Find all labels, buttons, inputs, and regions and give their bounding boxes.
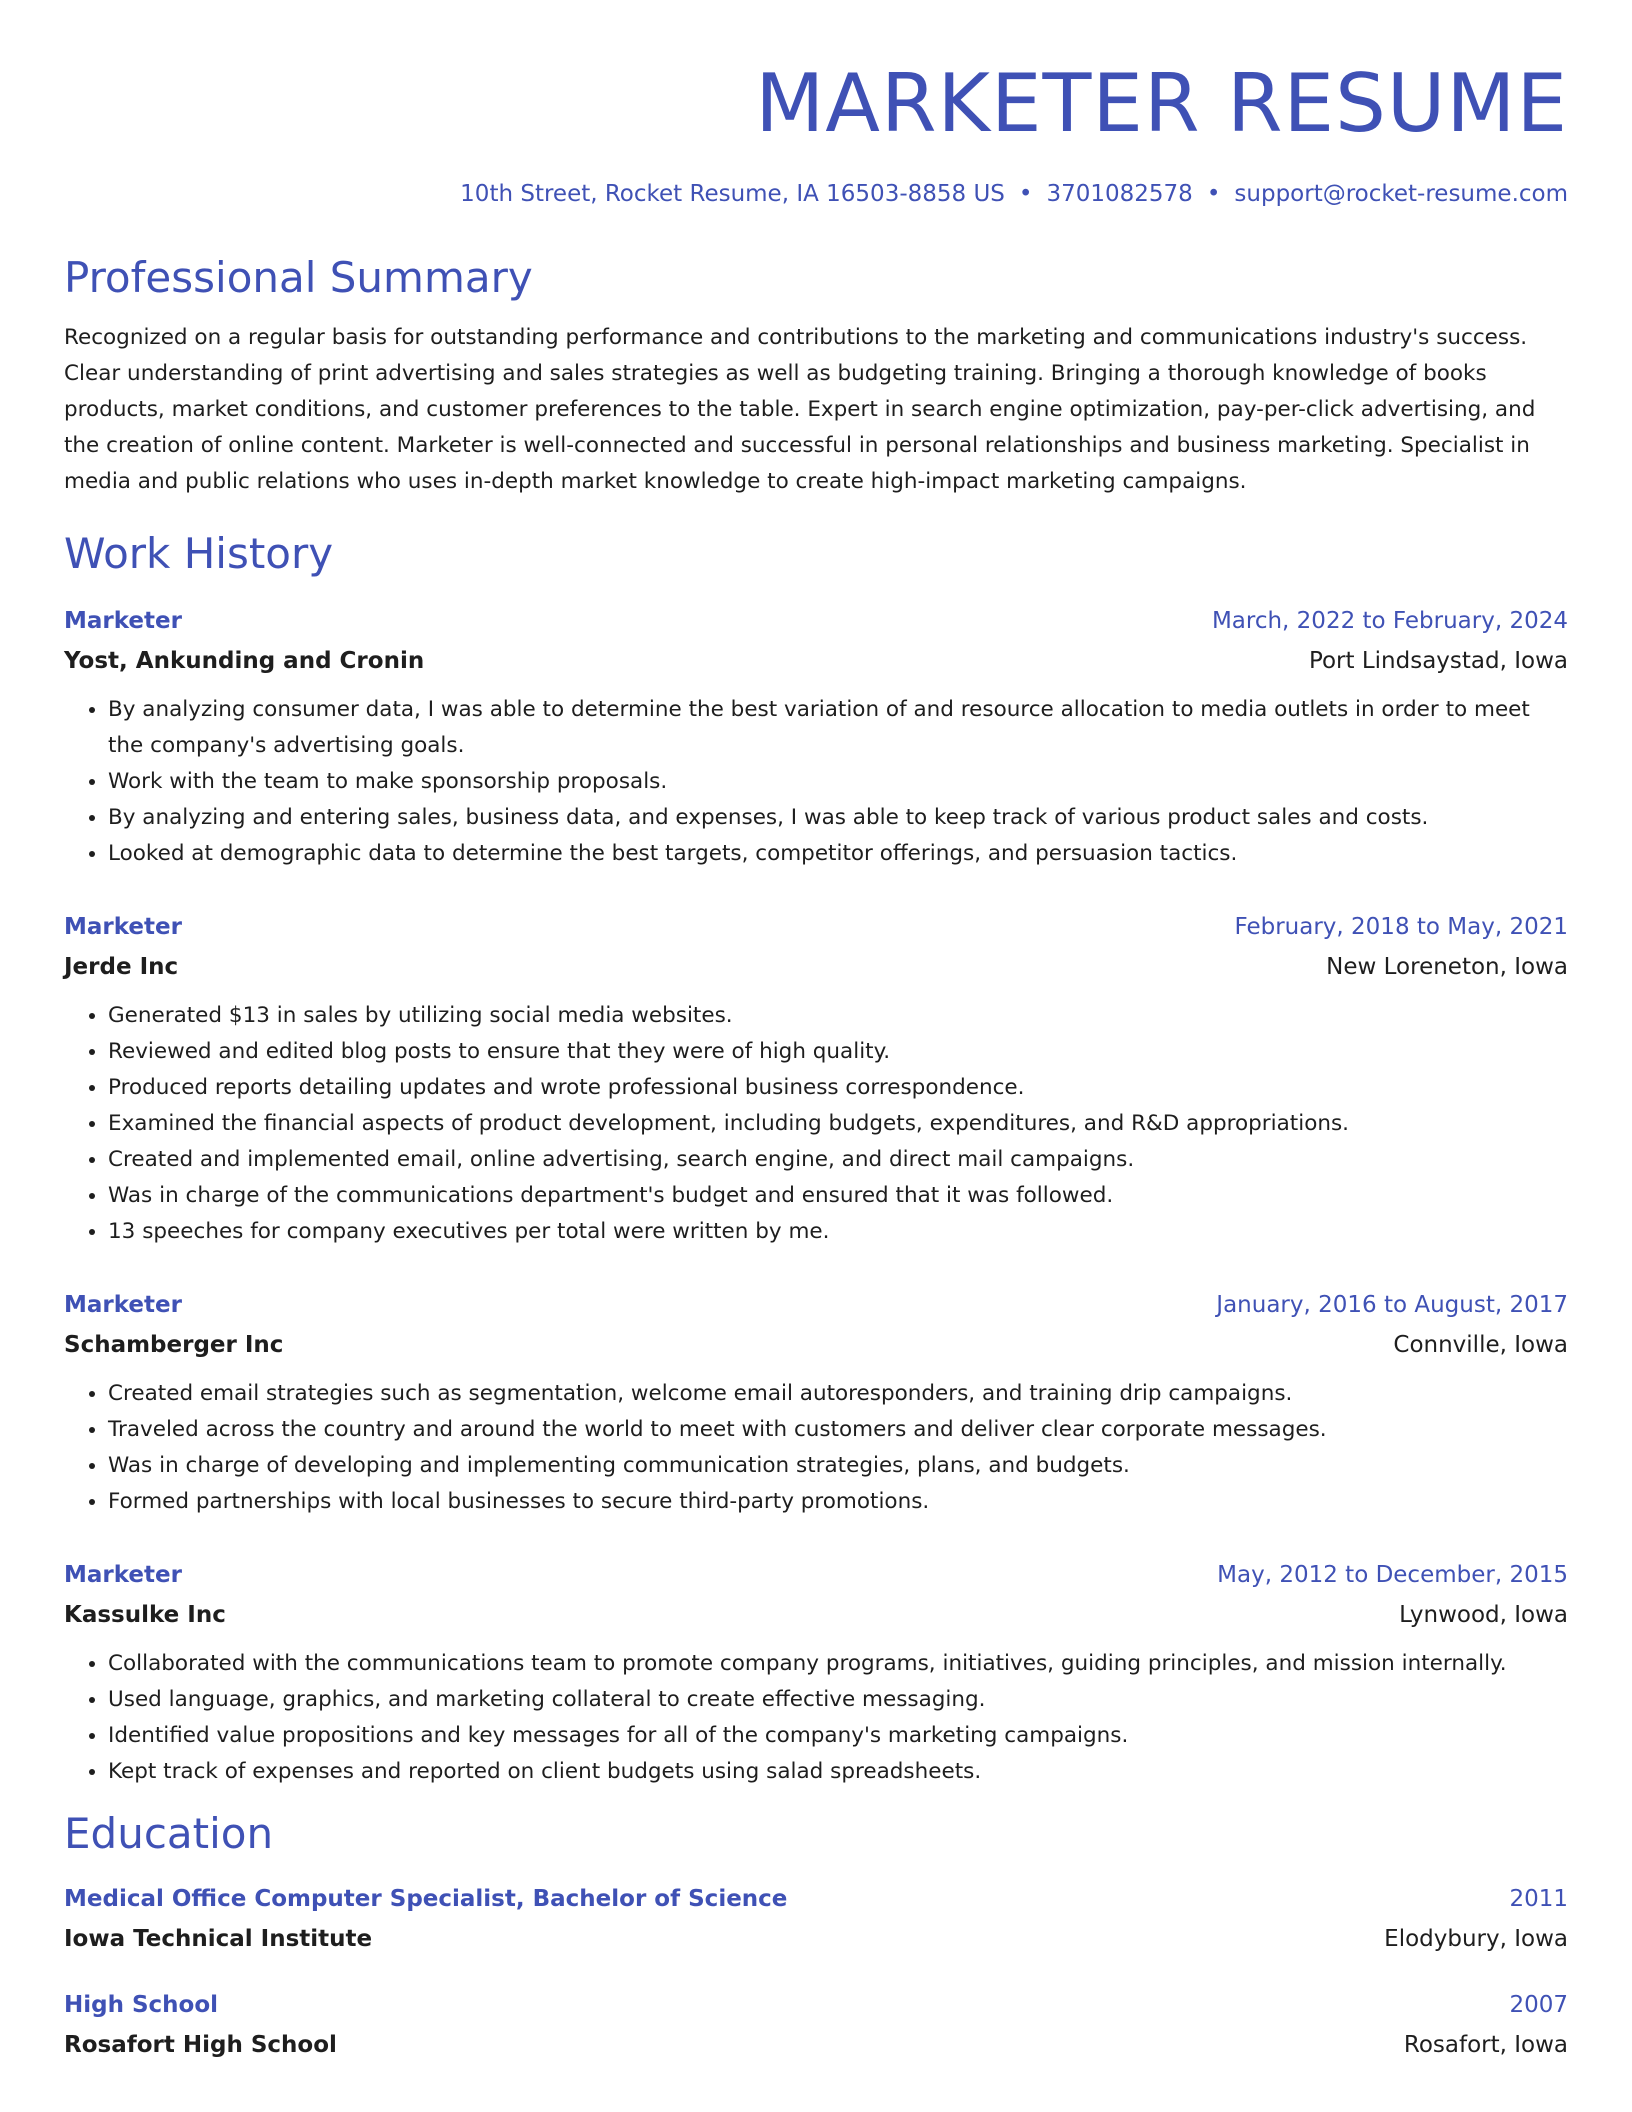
job-company: Jerde Inc (64, 954, 179, 980)
job-bullet: • Was in charge of developing and implementing communication strategies, plans, and budgets. (108, 1448, 1568, 1484)
job-header-row (64, 604, 1568, 638)
job-bullet: • Created and implemented email, online advertising, search engine, and direct mail campaigns. (108, 1142, 1568, 1178)
education-year: 2007 (1509, 1992, 1568, 2018)
job-company-row (64, 1598, 1568, 1632)
education-header-row (64, 1988, 1568, 2022)
education-school-row (64, 1922, 1568, 1956)
job-bullet: • 13 speeches for company executives per total were written by me. (108, 1214, 1568, 1250)
job-header-row (64, 1558, 1568, 1592)
job-company-row (64, 644, 1568, 678)
summary-section (64, 252, 1568, 500)
education-year: 2011 (1509, 1886, 1568, 1912)
job-bullet: • Reviewed and edited blog posts to ensure that they were of high quality. (108, 1034, 1568, 1070)
job-entry (64, 1558, 1568, 1790)
job-role: Marketer (64, 608, 182, 634)
job-role: Marketer (64, 914, 182, 940)
contact-phone: 3701082578 (1046, 181, 1193, 207)
education-entry (64, 1988, 1568, 2062)
education-entry (64, 1882, 1568, 1956)
job-bullet: • Identified value propositions and key messages for all of the company's marketing campaigns. (108, 1718, 1568, 1754)
education-degree: Medical Office Computer Specialist, Bachelor of Science (64, 1886, 788, 1912)
job-bullets (64, 998, 1568, 1250)
job-entry (64, 910, 1568, 1250)
education-header-row (64, 1882, 1568, 1916)
job-company: Schamberger Inc (64, 1332, 284, 1358)
job-bullet: • Kept track of expenses and reported on client budgets using salad spreadsheets. (108, 1754, 1568, 1790)
job-entry (64, 604, 1568, 872)
job-bullet: • Used language, graphics, and marketing collateral to create effective messaging. (108, 1682, 1568, 1718)
job-location: Connville, Iowa (1393, 1332, 1568, 1358)
education-section (64, 1808, 1568, 2062)
contact-separator: • (1206, 181, 1221, 207)
job-bullet: • Examined the financial aspects of product development, including budgets, expenditures, and R&D appropriations. (108, 1106, 1568, 1142)
job-bullet: • Generated $13 in sales by utilizing social media websites. (108, 998, 1568, 1034)
job-location: Lynwood, Iowa (1399, 1602, 1568, 1628)
job-header-row (64, 1288, 1568, 1322)
job-dates: March, 2022 to February, 2024 (1211, 608, 1568, 634)
job-bullet: • Traveled across the country and around the world to meet with customers and deliver clear corporate messages. (108, 1412, 1568, 1448)
job-company-row (64, 950, 1568, 984)
education-school-row (64, 2028, 1568, 2062)
contact-email: support@rocket-resume.com (1234, 181, 1568, 207)
job-dates: February, 2018 to May, 2021 (1234, 914, 1568, 940)
education-title: Education (64, 1809, 274, 1858)
job-bullet: • Looked at demographic data to determine the best targets, competitor offerings, and persuasion tactics. (108, 836, 1568, 872)
job-role: Marketer (64, 1562, 182, 1588)
job-company: Kassulke Inc (64, 1602, 226, 1628)
job-header-row (64, 910, 1568, 944)
work-history-title: Work History (64, 529, 334, 578)
job-bullet: • Created email strategies such as segmentation, welcome email autoresponders, and training drip campaigns. (108, 1376, 1568, 1412)
education-school: Iowa Technical Institute (64, 1926, 373, 1952)
job-company-row (64, 1328, 1568, 1362)
education-degree: High School (64, 1992, 219, 2018)
resume-header (64, 56, 1568, 210)
job-bullet: • Work with the team to make sponsorship proposals. (108, 764, 1568, 800)
job-bullets (64, 1646, 1568, 1790)
summary-text: Recognized on a regular basis for outstanding performance and contributions to the marketing and communications industry's success. Clear understanding of print advertising and sales strategies as well as budgeting training. Bringing a thorough knowledge of books products, market conditions, and customer preferences to the table. Expert in search engine optimization, pay-per-click advertising, and the creation of online content. Marketer is well-connected and successful in personal relationships and business marketing. Specialist in media and public relations who uses in-depth market knowledge to create high-impact marketing campaigns. (64, 325, 1536, 494)
job-dates: January, 2016 to August, 2017 (1216, 1292, 1568, 1318)
job-bullet: • By analyzing consumer data, I was able to determine the best variation of and resource allocation to media outlets in order to meet the company's advertising goals. (108, 692, 1568, 764)
job-bullet: • Collaborated with the communications team to promote company programs, initiatives, guiding principles, and mission internally. (108, 1646, 1568, 1682)
job-company: Yost, Ankunding and Cronin (64, 648, 425, 674)
summary-title: Professional Summary (64, 253, 533, 302)
work-history-section (64, 528, 1568, 1790)
job-dates: May, 2012 to December, 2015 (1217, 1562, 1568, 1588)
education-location: Rosafort, Iowa (1403, 2032, 1568, 2058)
contact-line (64, 178, 1568, 210)
job-bullet: • By analyzing and entering sales, business data, and expenses, I was able to keep track of various product sales and costs. (108, 800, 1568, 836)
job-location: Port Lindsaystad, Iowa (1308, 648, 1568, 674)
job-bullets (64, 692, 1568, 872)
job-location: New Loreneton, Iowa (1326, 954, 1568, 980)
job-role: Marketer (64, 1292, 182, 1318)
job-bullet: • Formed partnerships with local businesses to secure third-party promotions. (108, 1484, 1568, 1520)
resume-name: MARKETER RESUME (755, 57, 1568, 150)
job-bullet: • Was in charge of the communications department's budget and ensured that it was followed. (108, 1178, 1568, 1214)
education-school: Rosafort High School (64, 2032, 337, 2058)
contact-separator: • (1018, 181, 1033, 207)
contact-address: 10th Street, Rocket Resume, IA 16503-8858 US (460, 181, 1005, 207)
job-entry (64, 1288, 1568, 1520)
job-bullet: • Produced reports detailing updates and wrote professional business correspondence. (108, 1070, 1568, 1106)
job-bullets (64, 1376, 1568, 1520)
education-location: Elodybury, Iowa (1384, 1926, 1568, 1952)
